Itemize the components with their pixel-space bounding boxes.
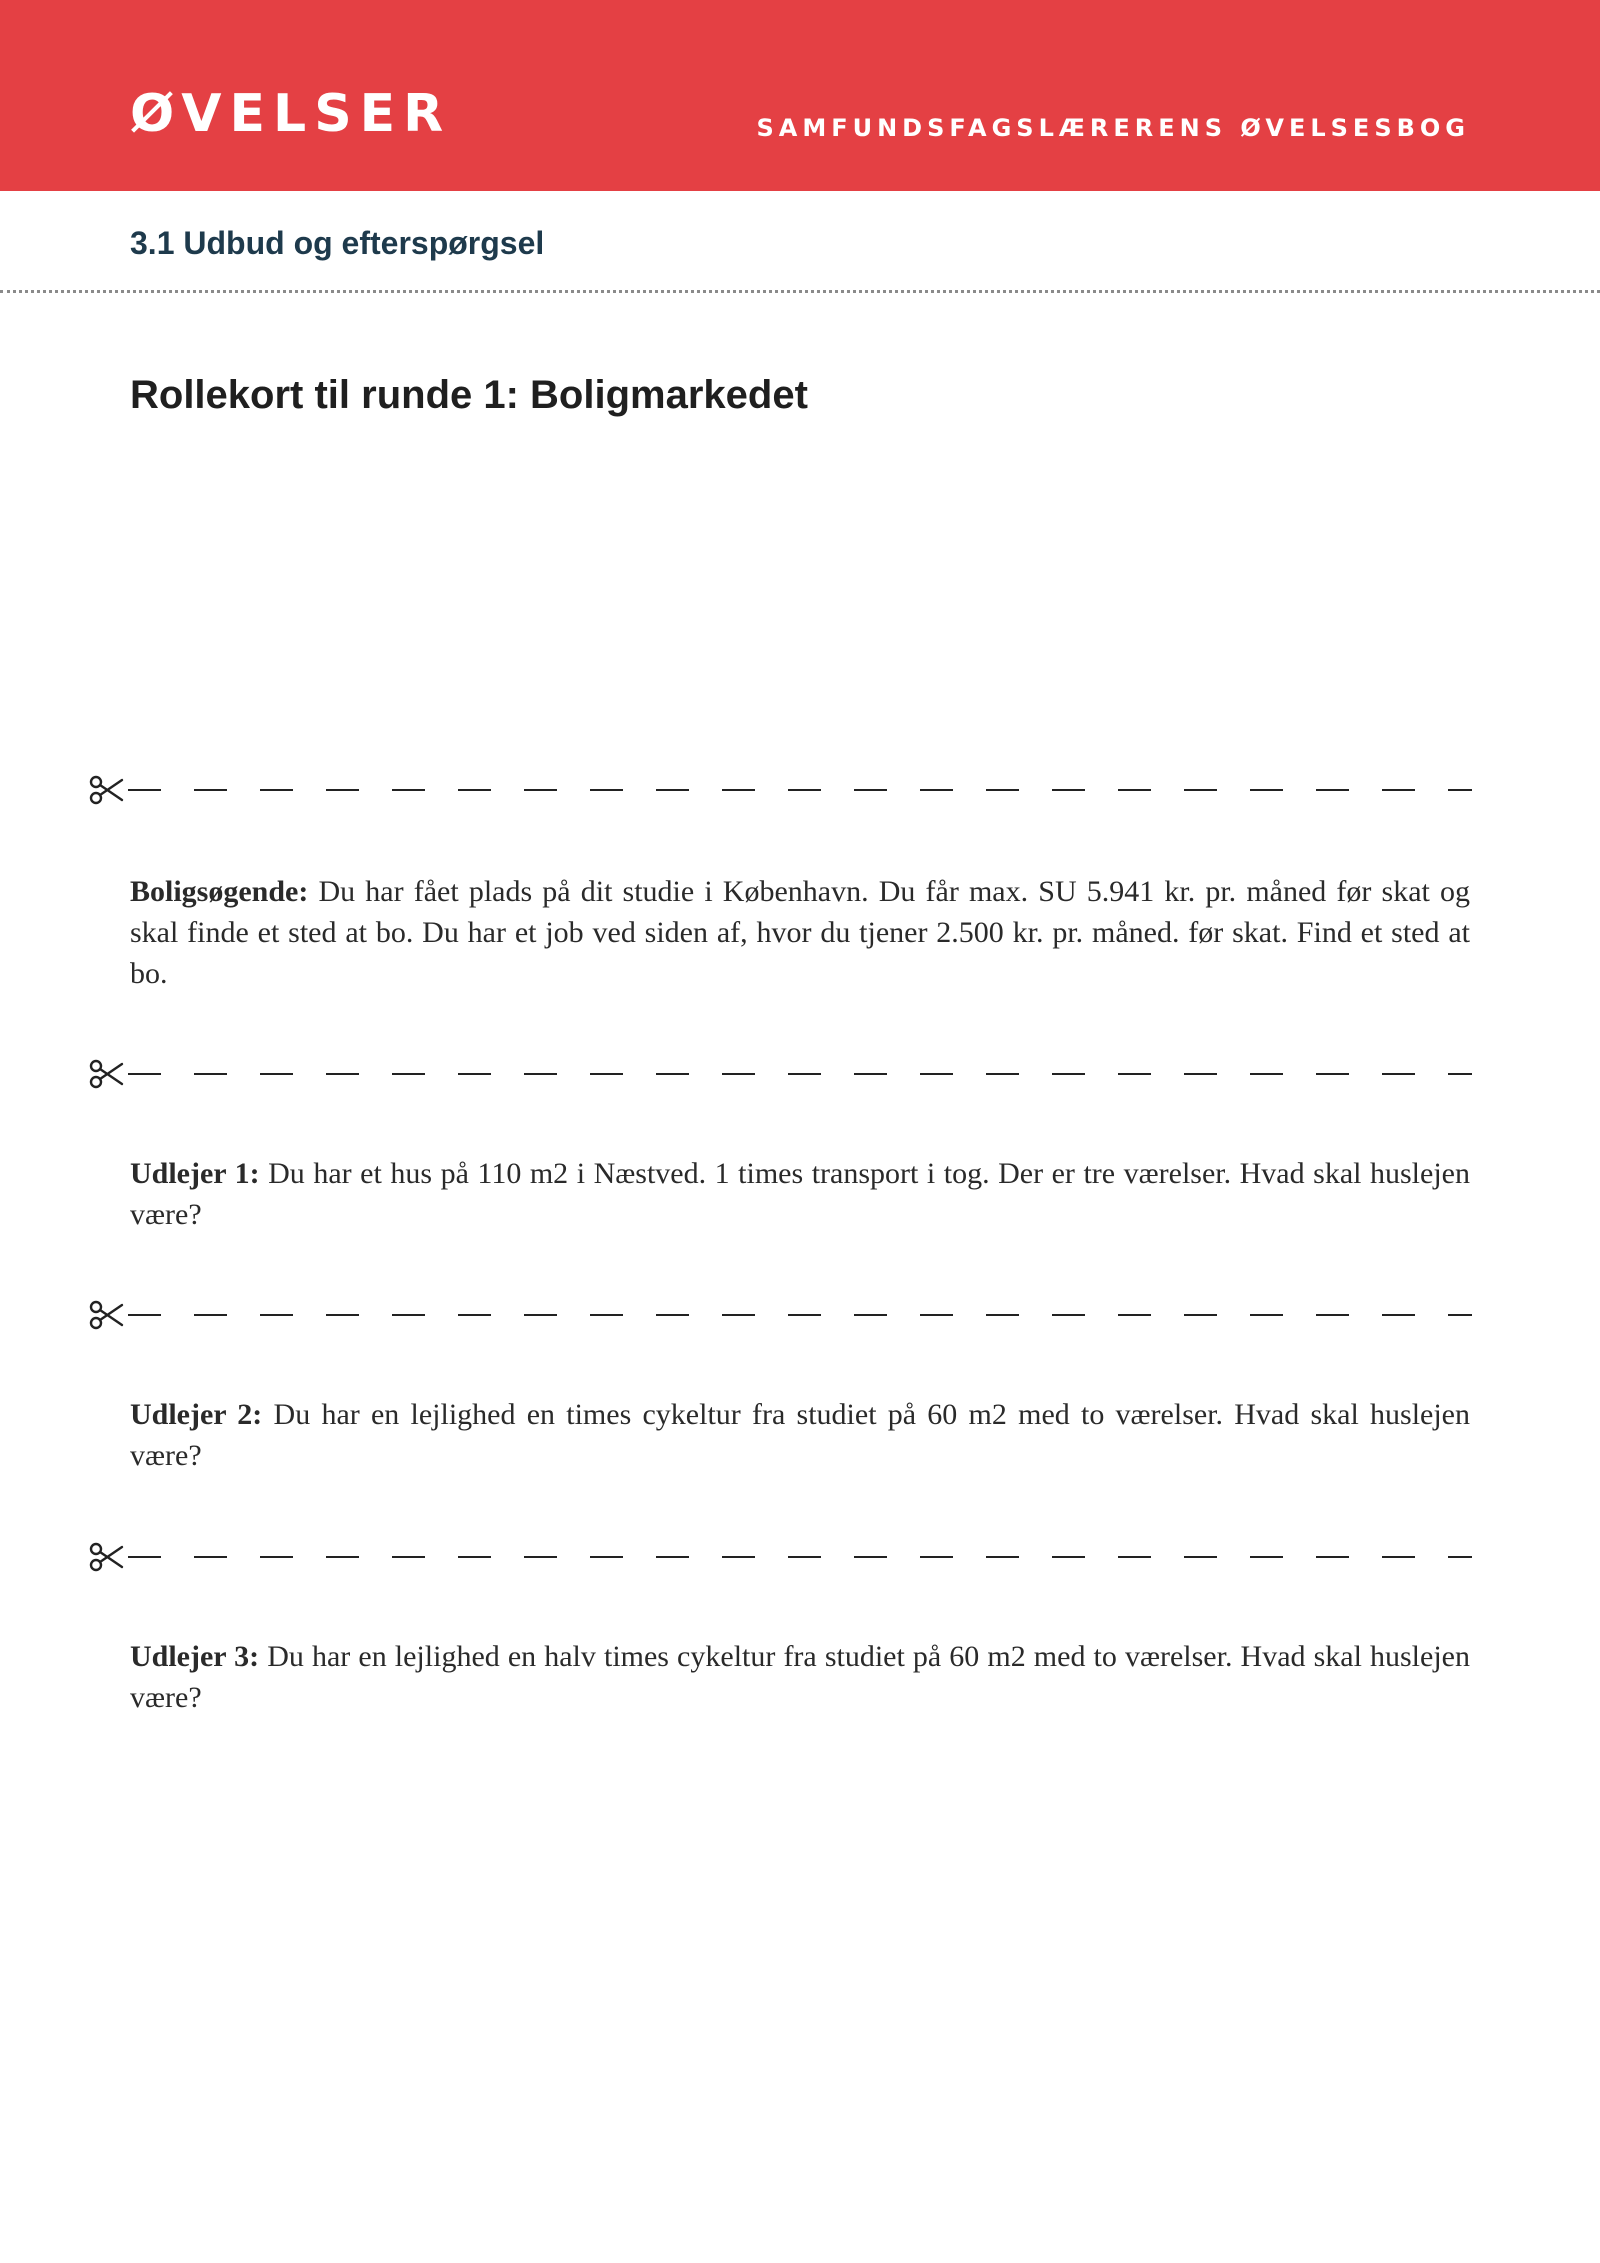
role-label: Udlejer 2: — [130, 1398, 263, 1431]
scissors-icon — [88, 1537, 1472, 1577]
scissors-icon — [88, 1054, 1472, 1094]
cut-line — [88, 770, 1472, 810]
role-description: Du har fået plads på dit studie i København. Du får max. SU 5.941 kr. pr. måned før skat og skal finde et sted at bo. Du har et job ved siden af, hvor du tjener 2.500 kr. pr. måned. før skat. Find et sted at bo. — [130, 875, 1470, 990]
scissors-icon — [88, 770, 1472, 810]
role-card-text — [130, 1153, 1470, 1235]
dotted-divider — [0, 290, 1600, 293]
role-label: Boligsøgende: — [130, 875, 309, 908]
role-card-text — [130, 1394, 1470, 1476]
cut-line — [88, 1295, 1472, 1335]
role-description: Du har et hus på 110 m2 i Næstved. 1 times transport i tog. Der er tre værelser. Hvad skal huslejen være? — [130, 1157, 1470, 1231]
page-heading: Rollekort til runde 1: Boligmarkedet — [130, 373, 808, 417]
role-label: Udlejer 3: — [130, 1640, 260, 1673]
role-description: Du har en lejlighed en halv times cykeltur fra studiet på 60 m2 med to værelser. Hvad skal huslejen være? — [130, 1640, 1470, 1714]
role-card-text — [130, 871, 1470, 994]
cut-line — [88, 1537, 1472, 1577]
role-label: Udlejer 1: — [130, 1157, 260, 1190]
scissors-icon — [88, 1295, 1472, 1335]
section-brand: ØVELSER — [130, 84, 452, 144]
role-description: Du har en lejlighed en times cykeltur fra studiet på 60 m2 med to værelser. Hvad skal huslejen være? — [130, 1398, 1470, 1472]
cut-line — [88, 1054, 1472, 1094]
section-title: 3.1 Udbud og efterspørgsel — [130, 225, 545, 261]
book-title: SAMFUNDSFAGSLÆRERENS ØVELSESBOG — [756, 114, 1470, 142]
role-card-text — [130, 1636, 1470, 1718]
